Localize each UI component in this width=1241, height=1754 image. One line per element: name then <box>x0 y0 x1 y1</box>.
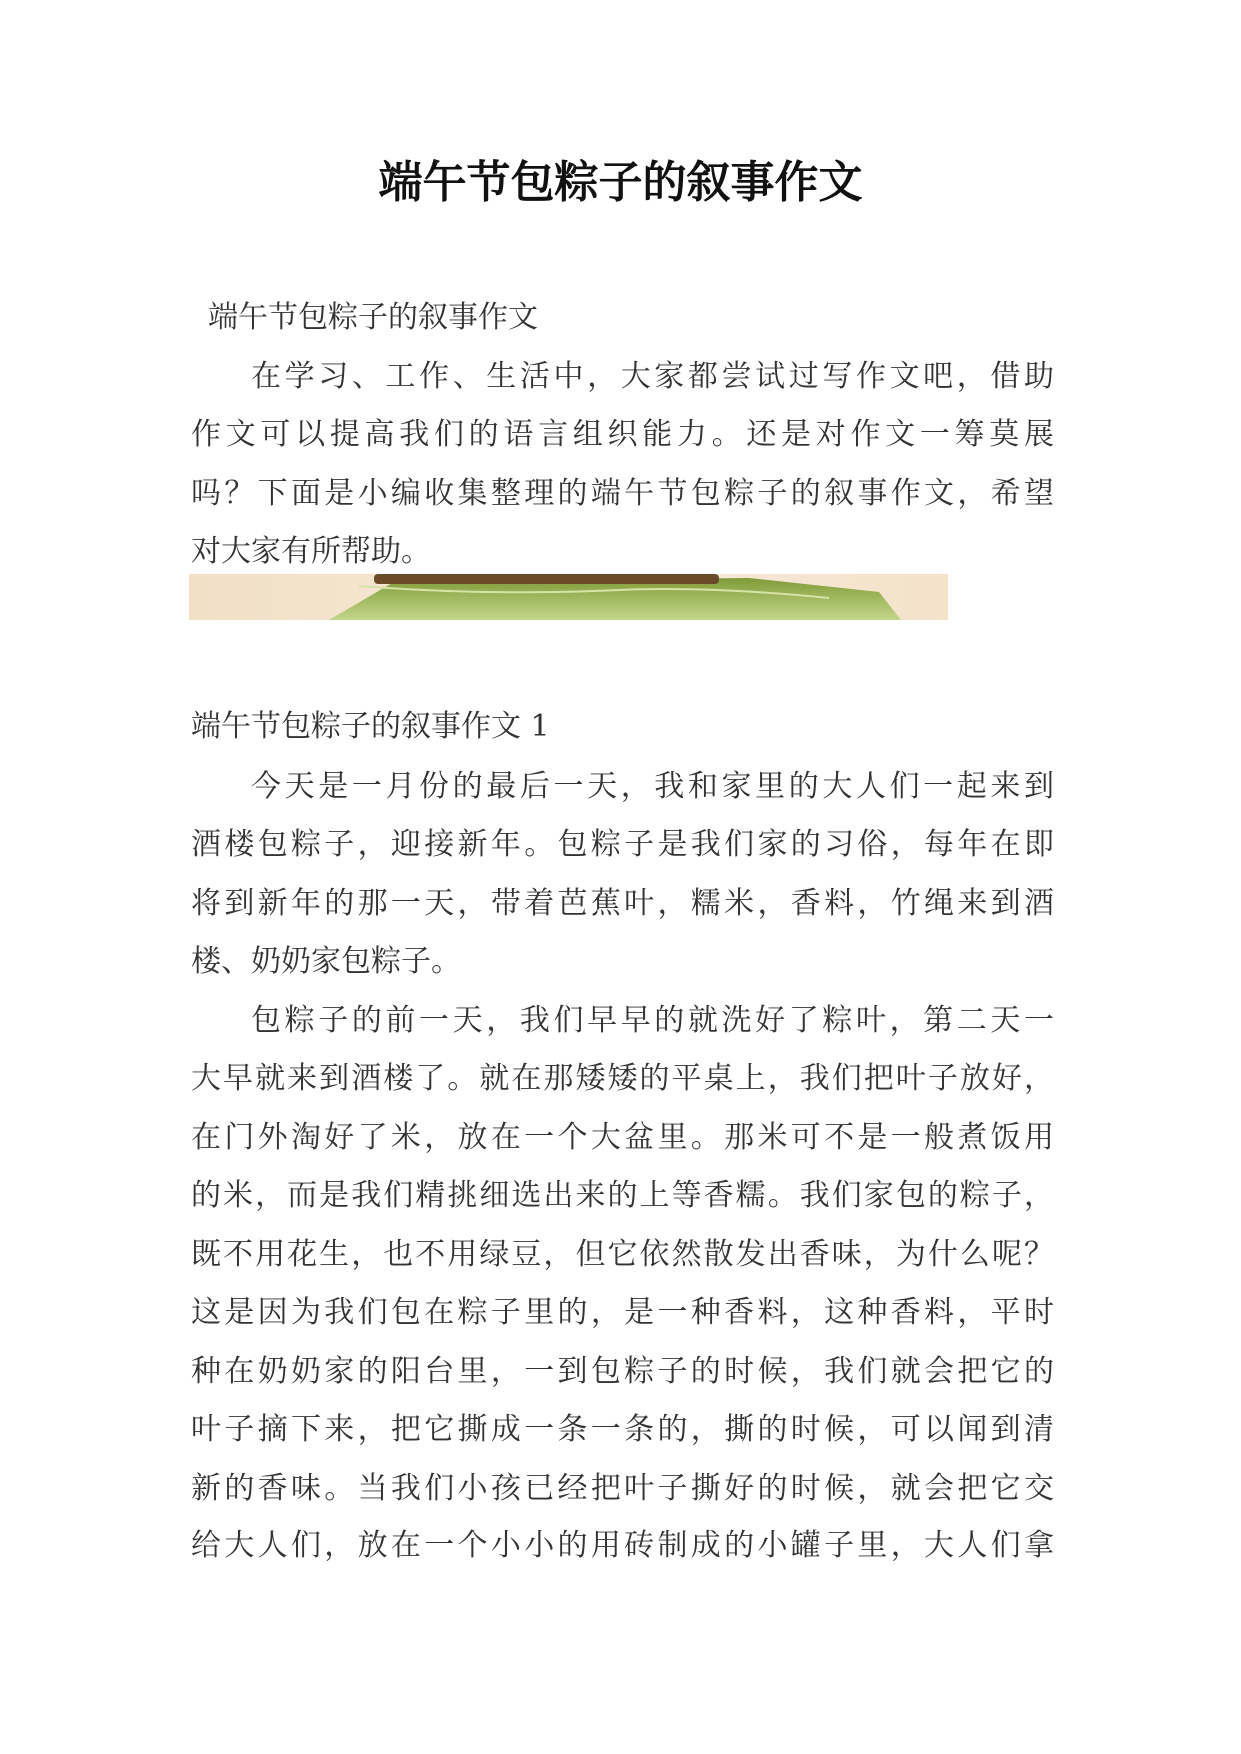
document-title: 端午节包粽子的叙事作文 <box>378 157 863 208</box>
paragraph-line: 包粽子的前一天，我们早早的就洗好了粽叶，第二天一 <box>251 1003 1054 1038</box>
paragraph-line: 大早就来到酒楼了。就在那矮矮的平桌上，我们把叶子放好， <box>191 1061 1054 1096</box>
paragraph-line: 今天是一月份的最后一天，我和家里的大人们一起来到 <box>251 769 1054 804</box>
paragraph-line: 楼、奶奶家包粽子。 <box>191 944 461 979</box>
paragraph-line: 将到新年的那一天，带着芭蕉叶，糯米，香料，竹绳来到酒 <box>191 886 1054 921</box>
section-heading: 端午节包粽子的叙事作文 1 <box>191 709 550 744</box>
paragraph-line: 作文可以提高我们的语言组织能力。还是对作文一筹莫展 <box>191 417 1054 452</box>
paragraph-line: 酒楼包粽子，迎接新年。包粽子是我们家的习俗，每年在即 <box>191 827 1054 862</box>
paragraph-line: 吗？下面是小编收集整理的端午节包粽子的叙事作文，希望 <box>191 476 1054 511</box>
paragraph-line: 给大人们，放在一个小小的用砖制成的小罐子里，大人们拿 <box>191 1528 1054 1563</box>
paragraph-line: 在学习、工作、生活中，大家都尝试过写作文吧，借助 <box>251 359 1054 394</box>
paragraph-line: 叶子摘下来，把它撕成一条一条的，撕的时候，可以闻到清 <box>191 1412 1054 1447</box>
paragraph-line: 新的香味。当我们小孩已经把叶子撕好的时候，就会把它交 <box>191 1471 1054 1506</box>
intro-heading: 端午节包粽子的叙事作文 <box>208 300 538 335</box>
paragraph-line: 既不用花生，也不用绿豆，但它依然散发出香味，为什么呢？ <box>191 1237 1054 1272</box>
rice-shape <box>374 574 719 584</box>
paragraph-line: 这是因为我们包在粽子里的，是一种香料，这种香料，平时 <box>191 1295 1054 1330</box>
paragraph-line: 对大家有所帮助。 <box>191 534 431 569</box>
paragraph-line: 在门外淘好了米，放在一个大盆里。那米可不是一般煮饭用 <box>191 1120 1054 1155</box>
document-image <box>189 574 948 620</box>
paragraph-line: 种在奶奶家的阳台里，一到包粽子的时候，我们就会把它的 <box>191 1354 1054 1389</box>
paragraph-line: 的米，而是我们精挑细选出来的上等香糯。我们家包的粽子， <box>191 1178 1054 1213</box>
